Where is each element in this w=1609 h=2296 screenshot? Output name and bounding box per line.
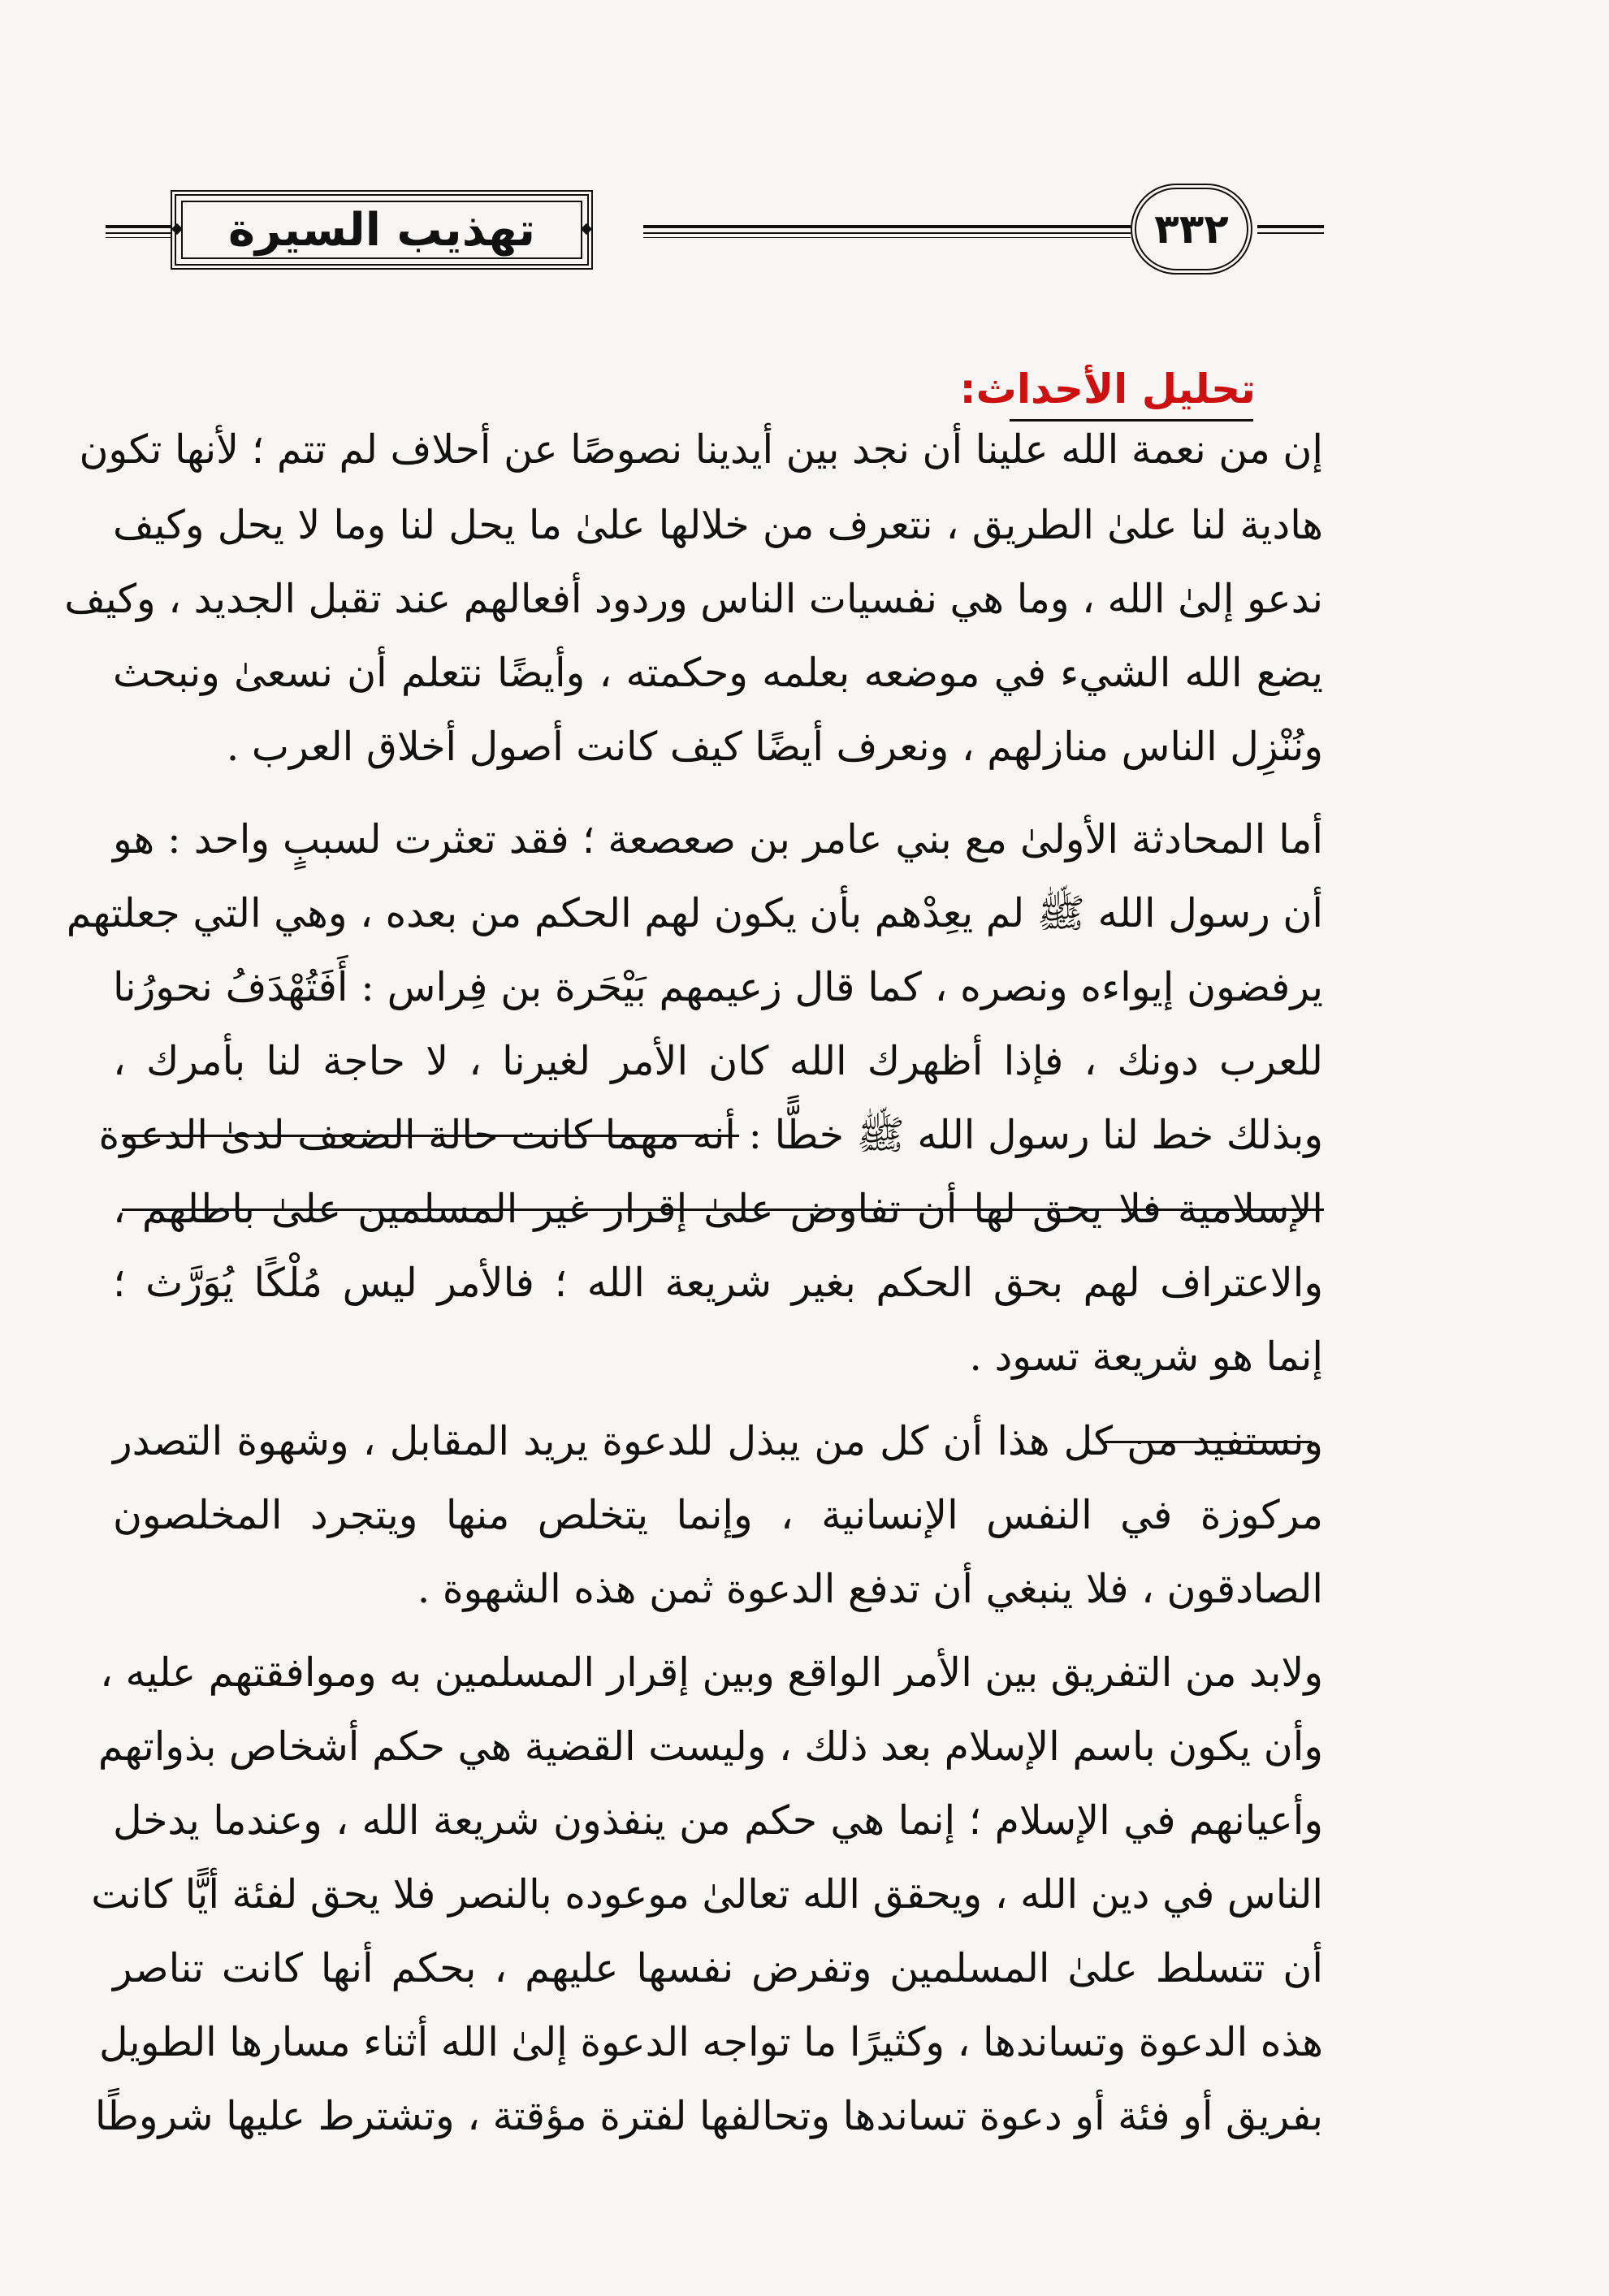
paragraph-line: وأن يكون باسم الإسلام بعد ذلك ، وليست القضية هي حكم أشخاص بذواتهم bbox=[97, 1723, 1323, 1770]
paragraph-line: ونستفيد من كل هذا أن كل من يبذل للدعوة يريد المقابل ، وشهوة التصدر bbox=[113, 1418, 1323, 1464]
ornament-dot bbox=[581, 223, 592, 235]
emphasis-underline bbox=[122, 1209, 1324, 1211]
paragraph-line: الناس في دين الله ، ويحقق الله تعالىٰ موعوده بالنصر فلا يحق لفئة أيًّا كانت bbox=[91, 1871, 1323, 1918]
paragraph-line: إن من نعمة الله علينا أن نجد بين أيدينا نصوصًا عن أحلاف لم تتم ؛ لأنها تكون bbox=[79, 426, 1323, 473]
paragraph-line: مركوزة في النفس الإنسانية ، وإنما يتخلص منها ويتجرد المخلصون bbox=[113, 1492, 1323, 1538]
paragraph-line: إنما هو شريعة تسود . bbox=[969, 1334, 1323, 1380]
paragraph-line: الصادقون ، فلا ينبغي أن تدفع الدعوة ثمن هذه الشهوة . bbox=[417, 1566, 1323, 1612]
paragraph-line: أما المحادثة الأولىٰ مع بني عامر بن صعصعة ؛ فقد تعثرت لسببٍ واحد : هو bbox=[113, 816, 1323, 863]
emphasis-underline bbox=[1105, 1441, 1312, 1443]
paragraph-line: ولابد من التفريق بين الأمر الواقع وبين إقرار المسلمين به وموافقتهم عليه ، bbox=[100, 1650, 1323, 1696]
page-header bbox=[106, 184, 1324, 275]
page-number: ٣٣٢ bbox=[1154, 205, 1229, 253]
paragraph-line: بفريق أو فئة أو دعوة تساندها وتحالفها لفترة مؤقتة ، وتشترط عليها شروطًا bbox=[94, 2093, 1323, 2139]
paragraph-line: ندعو إلىٰ الله ، وما هي نفسيات الناس وردود أفعالهم عند تقبل الجديد ، وكيف bbox=[64, 576, 1323, 622]
paragraph-line: يضع الله الشيء في موضعه بعلمه وحكمته ، وأيضًا نتعلم أن نسعىٰ ونبحث bbox=[113, 650, 1323, 696]
paragraph-line: ونُنْزِل الناس منازلهم ، ونعرف أيضًا كيف كانت أصول أخلاق العرب . bbox=[226, 724, 1323, 770]
running-title-frame bbox=[171, 190, 593, 270]
paragraph-line: وأعيانهم في الإسلام ؛ إنما هي حكم من ينفذون شريعة الله ، وعندما يدخل bbox=[113, 1797, 1323, 1844]
running-title: تهذيب السيرة bbox=[227, 203, 536, 257]
page-number-badge bbox=[1131, 184, 1252, 275]
header-rule bbox=[1257, 225, 1324, 228]
header-rule bbox=[643, 232, 1131, 234]
paragraph-line: الإسلامية فلا يحق لها أن تفاوض علىٰ إقرار غير المسلمين علىٰ باطلهم ، bbox=[113, 1186, 1323, 1232]
header-rule bbox=[1257, 232, 1324, 234]
paragraph-line: هادية لنا علىٰ الطريق ، نتعرف من خلالها علىٰ ما يحل لنا وما لا يحل وكيف bbox=[113, 502, 1323, 548]
paragraph-line: للعرب دونك ، فإذا أظهرك الله كان الأمر لغيرنا ، لا حاجة لنا بأمرك ، bbox=[113, 1038, 1323, 1084]
header-rule bbox=[643, 225, 1131, 228]
emphasis-underline bbox=[122, 1135, 739, 1137]
paragraph-line: وبذلك خط لنا رسول الله ﷺ خطًّا : أنه مهما كانت حالة الضعف لدىٰ الدعوة bbox=[98, 1112, 1323, 1158]
paragraph-line: يرفضون إيواءه ونصره ، كما قال زعيمهم بَيْحَرة بن فِراس : أَفَتُهْدَفُ نحورُنا bbox=[113, 964, 1323, 1010]
paragraph-line: أن رسول الله ﷺ لم يعِدْهم بأن يكون لهم الحكم من بعده ، وهي التي جعلتهم bbox=[66, 890, 1323, 936]
paragraph-line: والاعتراف لهم بحق الحكم بغير شريعة الله ؛ فالأمر ليس مُلْكًا يُوَرَّث ؛ bbox=[113, 1260, 1323, 1306]
section-heading: تحليل الأحداث: bbox=[959, 365, 1256, 413]
paragraph-line: أن تتسلط علىٰ المسلمين وتفرض نفسها عليهم ، بحكم أنها كانت تناصر bbox=[113, 1945, 1323, 1991]
header-rule bbox=[643, 237, 1131, 238]
paragraph-line: هذه الدعوة وتساندها ، وكثيرًا ما تواجه الدعوة إلىٰ الله أثناء مسارها الطويل bbox=[98, 2019, 1323, 2065]
heading-underline bbox=[1010, 419, 1253, 422]
